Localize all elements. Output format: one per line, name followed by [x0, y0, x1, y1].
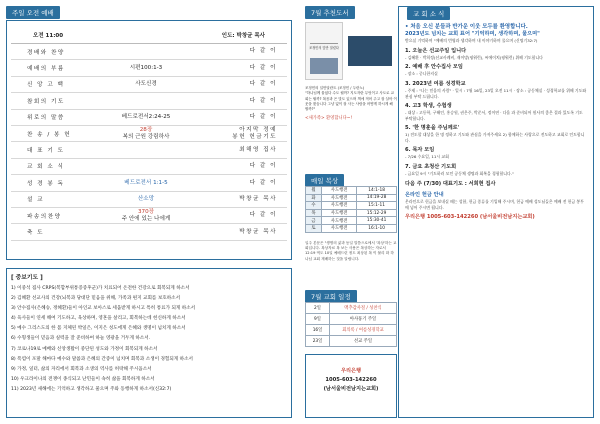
news-item-title: 6. 목자 모임: [405, 147, 435, 154]
book-header: 7월 추천도서: [305, 6, 355, 19]
prayer-list: [11, 284, 287, 395]
worship-time: 오전 11:00: [33, 33, 64, 39]
schedule-cell: 회의록 / 여름성경학교: [330, 325, 397, 336]
schedule-row: [306, 325, 397, 336]
reading-header: 매일 복상: [305, 174, 344, 187]
schedule-row: [306, 314, 397, 325]
worship-item-detail: 시편100:1-3: [129, 64, 163, 71]
worship-item-person: 다 같 이: [249, 179, 277, 186]
worship-item-person: 박창균 목사: [239, 196, 277, 202]
worship-item-name: 참회의 기도: [27, 98, 65, 105]
bank-number: 1005-603-142260: [325, 377, 377, 383]
reading-cell: 월: [306, 187, 322, 195]
news-item-body: - 대상 : 고등학, 구해인, 홍승원, 권은주, 박준서, 정이연 · 다음 과 준비되어 원사의 좋은 결과 있도록 기도 부탁합니다.: [405, 110, 583, 121]
worship-item-person: 다 같 이: [249, 48, 277, 55]
worship-row: [11, 142, 287, 158]
prayer-item: 1) 이중석 집사 CRPS(복합부위통증증후군)가 치료되어 온전한 건강으로 회복되게 하소서: [11, 286, 190, 291]
worship-header: 주일 오전 예배: [6, 6, 60, 19]
worship-item-detail: 베드로전서 1:1-5: [124, 179, 168, 186]
worship-item-name: 경배와 찬양: [27, 49, 65, 56]
worship-order-box: [6, 20, 292, 260]
worship-item-person: 다 같 이: [249, 81, 277, 88]
worship-info: [11, 21, 287, 44]
news-item: [405, 81, 587, 99]
news-item-title: 4. 고3 학생, 수험생: [405, 103, 452, 110]
schedule-row: [306, 303, 397, 314]
prayer-title: [ 중보기도 ]: [11, 275, 43, 281]
worship-item-name: 위로의 말씀: [27, 115, 65, 122]
reading-cell: 15:12-29: [357, 209, 397, 217]
reading-cell: 화: [306, 194, 322, 202]
news-item: [405, 214, 587, 221]
reading-cell: 토: [306, 224, 322, 232]
reading-cell: 금: [306, 217, 322, 225]
news-item: [405, 181, 587, 188]
news-item: [405, 147, 587, 159]
book-side-image: [346, 22, 396, 80]
schedule-cell: 2일: [306, 303, 330, 314]
worship-item-name: 축 도: [27, 229, 45, 236]
newcomer-welcome: <새가족> 환영합니다~!: [305, 116, 353, 122]
worship-item-person: 다 같 이: [249, 97, 277, 104]
schedule-row: [306, 336, 397, 347]
schedule-table: [305, 302, 397, 347]
news-item: [405, 31, 587, 43]
worship-row: [11, 159, 287, 175]
worship-item-name: 교 회 소 식: [27, 164, 65, 171]
prayer-box: [6, 268, 292, 418]
news-item: [405, 48, 587, 60]
news-item-body: - 금요일 9시 "기도하러 모인 공동체 생명과 회복을 경험합니다.": [405, 171, 514, 177]
reading-row: [306, 187, 397, 195]
worship-item-name: 신 앙 고 백: [27, 82, 65, 89]
worship-item-name: 성 경 봉 독: [27, 180, 65, 187]
news-item: [405, 125, 587, 143]
news-item: [405, 192, 587, 210]
worship-item-name: 대 표 기 도: [27, 148, 65, 155]
worship-item-person: 다 같 이: [249, 212, 277, 219]
reading-row: [306, 194, 397, 202]
news-item-body: 1) 전도할 대상을 한 명 정하고 기도와 관심을 가져주세요 2) 함께하는 사랑으로 전도하고 교회로 인도합니다.: [405, 132, 585, 143]
worship-order-list: [7, 44, 291, 241]
bank-holder: (남서울비전남지는교회): [323, 386, 379, 392]
news-welcome: • 처음 오신 분들과 반가운 이웃 모두를 환영합니다.: [405, 24, 528, 30]
worship-item-name: 파송의찬양: [27, 213, 62, 220]
prayer-item: 3) 안수집사(은혜승, 정혜환)들이 아인교 보아스로 세움받게 하시고 특히 통료가 되게 하소서: [11, 306, 196, 312]
prayer-item: 9) 가정, 일터, 삶의 자리에서 회복과 소생의 역사를 허락해 주시옵소서: [11, 366, 152, 372]
news-item-body: - 장소 : 중나한지실: [405, 71, 438, 77]
news-item-body: 온라인으로 헌금을 보내실 때는 성함, 헌금 종류를 기입해 주시며, 헌금 예배 성도님들은 예배 전 헌금 봉투에 넣어 주시면 됩니다.: [405, 199, 584, 210]
book-description: [305, 86, 397, 122]
worship-item-detail: 370장 주 안에 있는 나에게: [121, 209, 171, 222]
news-header: 교 회 소 식: [407, 7, 450, 20]
worship-row: [11, 44, 287, 60]
worship-item-detail: 28장 복의 근원 강림하사: [122, 127, 170, 140]
book-cover-title: 조정민의 앞만 열렸다: [309, 46, 339, 50]
bank-name: 우리은행: [340, 368, 362, 374]
worship-panel: [6, 6, 292, 418]
middle-panel: [305, 6, 397, 418]
news-item-title: 2023년도 넘치는 교회 표어 "기억하며, 생각하며, 물으며": [405, 31, 540, 37]
prayer-item: 10) 우크라이나의 전쟁이 종식되고 난민들이 속히 삶을 회복하게 하소서: [11, 376, 155, 382]
worship-item-detail: 산소망: [137, 196, 155, 202]
reading-cell: 14:1-18: [357, 187, 397, 195]
news-item: [405, 64, 587, 76]
worship-item-person: 최해영 집사: [239, 146, 277, 153]
reading-cell: 사도행전: [322, 187, 357, 195]
news-item-title: 3. 2023년 여름 성경학교: [405, 81, 466, 88]
worship-row: [11, 110, 287, 126]
worship-row: [11, 126, 287, 142]
worship-row: [11, 208, 287, 224]
worship-row: [11, 175, 287, 191]
reading-row: [306, 224, 397, 232]
news-item-body: 받으실 기억하며 "예배의 번영과 생각하며 내 이야기하며 물으며 (신명기32:7): [405, 38, 538, 43]
worship-item-person: 다 같 이: [249, 64, 277, 71]
reading-cell: 15:1-11: [357, 202, 397, 210]
reading-cell: 사도행전: [322, 202, 357, 210]
news-item-title: 온라인 헌금 안내: [405, 192, 444, 199]
prayer-item: 6) 수형생들이 믿음과 실력을 잘 준비하여 하늘 영광을 거두게 하소서.: [11, 336, 151, 342]
worship-item-person: 박창균 목사: [239, 228, 277, 235]
reading-cell: 16:1-10: [357, 224, 397, 232]
reading-row: [306, 217, 397, 225]
reading-note: 일주 본문은 "생명의 삶과 동일 말씀으로에서 '복상'하는 교회입니다. 복상자료 복 보는 사용은 복상하는 자로서 12:19 역도 10일 예배드린 정도 최상된 복 이 불리 화 하나님 교회 재배하는 것을 알립니다.: [305, 241, 397, 261]
schedule-cell: 23일: [306, 336, 330, 347]
book-credit: 조정민의 일만달란트 (조정민 / 두란노): [305, 86, 365, 90]
worship-item-name: 설 교: [27, 197, 45, 204]
schedule-cell: 9일: [306, 314, 330, 325]
news-item-title: 우리은행 1005-603-142260 (남서울비전남지는교회): [405, 214, 535, 221]
book-desc-text: "하나님께 물었다 수도 뭘까? 지도자란 무엇이고 사도로 교회는 뭘까? 복음과 은 맛도 있으며 책에 적어 주고 잘 살아 이웃을 찾습니다 그냥 없이 잘 사는 사람을 어떻게 하시게 해 할까?": [305, 91, 397, 112]
prayer-item: 7) 코로나19로 예배와 신앙생활이 중단된 성도와 가정이 회복되게 하소서: [11, 346, 158, 352]
news-item-title: 2. 예배 후 안수집사 모임: [405, 64, 463, 71]
prayer-item: 11) 2023년 새해에는 기억하고 생각하고 물으며 주와 동행하게 하소서(신32:7): [11, 386, 172, 392]
worship-item-detail: 베드로전서2:24-25: [121, 114, 171, 121]
schedule-cell: 16일: [306, 325, 330, 336]
reading-cell: 14:19-28: [357, 194, 397, 202]
reading-row: [306, 202, 397, 210]
reading-table: [305, 186, 397, 233]
reading-cell: 사도행전: [322, 209, 357, 217]
worship-item-detail: 사도신경: [135, 81, 157, 88]
news-item-body: - 김혜환 · 박희정(선교사례비, 재이망(핑워런), 씨에이치(핑워런) 위해 기도합니다: [405, 54, 543, 60]
worship-item-person: 아지막 정예 봉헌 헌금기도: [232, 127, 277, 140]
worship-row: [11, 60, 287, 76]
worship-leader: 인도: 박창균 목사: [221, 33, 265, 39]
reading-cell: 사도행전: [322, 217, 357, 225]
news-list: [405, 23, 587, 226]
news-item-body: - 7/26 수요일, 11시 교회: [405, 154, 449, 160]
news-item-title: 7. 금요 초청산 기도회: [405, 164, 457, 171]
news-item-body: - 주제 : "나는 믿음의 사람" · 일시 : 7월 16일, 23일 오전 11시 · 장소 : 공동체실 · 성경학교를 위해 기도와 관심 부탁 드립니다.: [405, 88, 587, 99]
reading-row: [306, 209, 397, 217]
worship-item-person: 다 같 이: [249, 163, 277, 170]
prayer-item: 4) 육사들이 연세 해여 기도하고, 육상하며, 영혼을 살리고, 회복하는데 헌신하게 하소서: [11, 316, 186, 322]
news-panel: [398, 6, 594, 418]
worship-item-person: 다 같 이: [249, 114, 277, 121]
book-cover-image: [305, 22, 343, 80]
schedule-cell: 선교 주일: [330, 336, 397, 347]
reading-cell: 15:30-41: [357, 217, 397, 225]
schedule-header: 7월 교회 일정: [305, 290, 357, 303]
worship-item-name: 찬 송 / 봉 헌: [27, 131, 72, 138]
news-item-title: 다음 주 (7/30) 대표기도 : 서희현 집사: [405, 180, 496, 187]
prayer-item: 2) 김혜환 선교사의 건강(뇌복과 당대단 믿음을 위해, 가족과 편지 교회를 보호하소서: [11, 296, 181, 302]
reading-cell: 수: [306, 202, 322, 210]
reading-cell: 사도행전: [322, 224, 357, 232]
schedule-cell: 맥추감사절 / 성찬식: [330, 303, 397, 314]
schedule-cell: 아사풍기 주일: [330, 314, 397, 325]
worship-row: [11, 224, 287, 240]
bank-box: [305, 354, 397, 418]
news-item-title: 1. 오늘은 선교주일 입니다: [405, 47, 467, 54]
worship-item-name: 예배의 부름: [27, 66, 65, 73]
worship-row: [11, 192, 287, 208]
reading-cell: 사도행전: [322, 194, 357, 202]
news-item: [405, 103, 587, 121]
news-item-title: 5. '한 명훈을 주님께로': [405, 125, 460, 132]
news-item: [405, 164, 587, 176]
worship-row: [11, 77, 287, 93]
prayer-item: 5) 예수 그리스도의 한 몸 지체된 박일은, 이지은 성도에게 은혜와 생명이 넘치게 하소서: [11, 326, 186, 332]
prayer-item: 8) 폭염이 포말 해마다 예수와 말씀과 은혜의 간증이 넘치며 회복과 소생이 경험되게 하소서: [11, 356, 193, 362]
reading-cell: 목: [306, 209, 322, 217]
worship-row: [11, 93, 287, 109]
